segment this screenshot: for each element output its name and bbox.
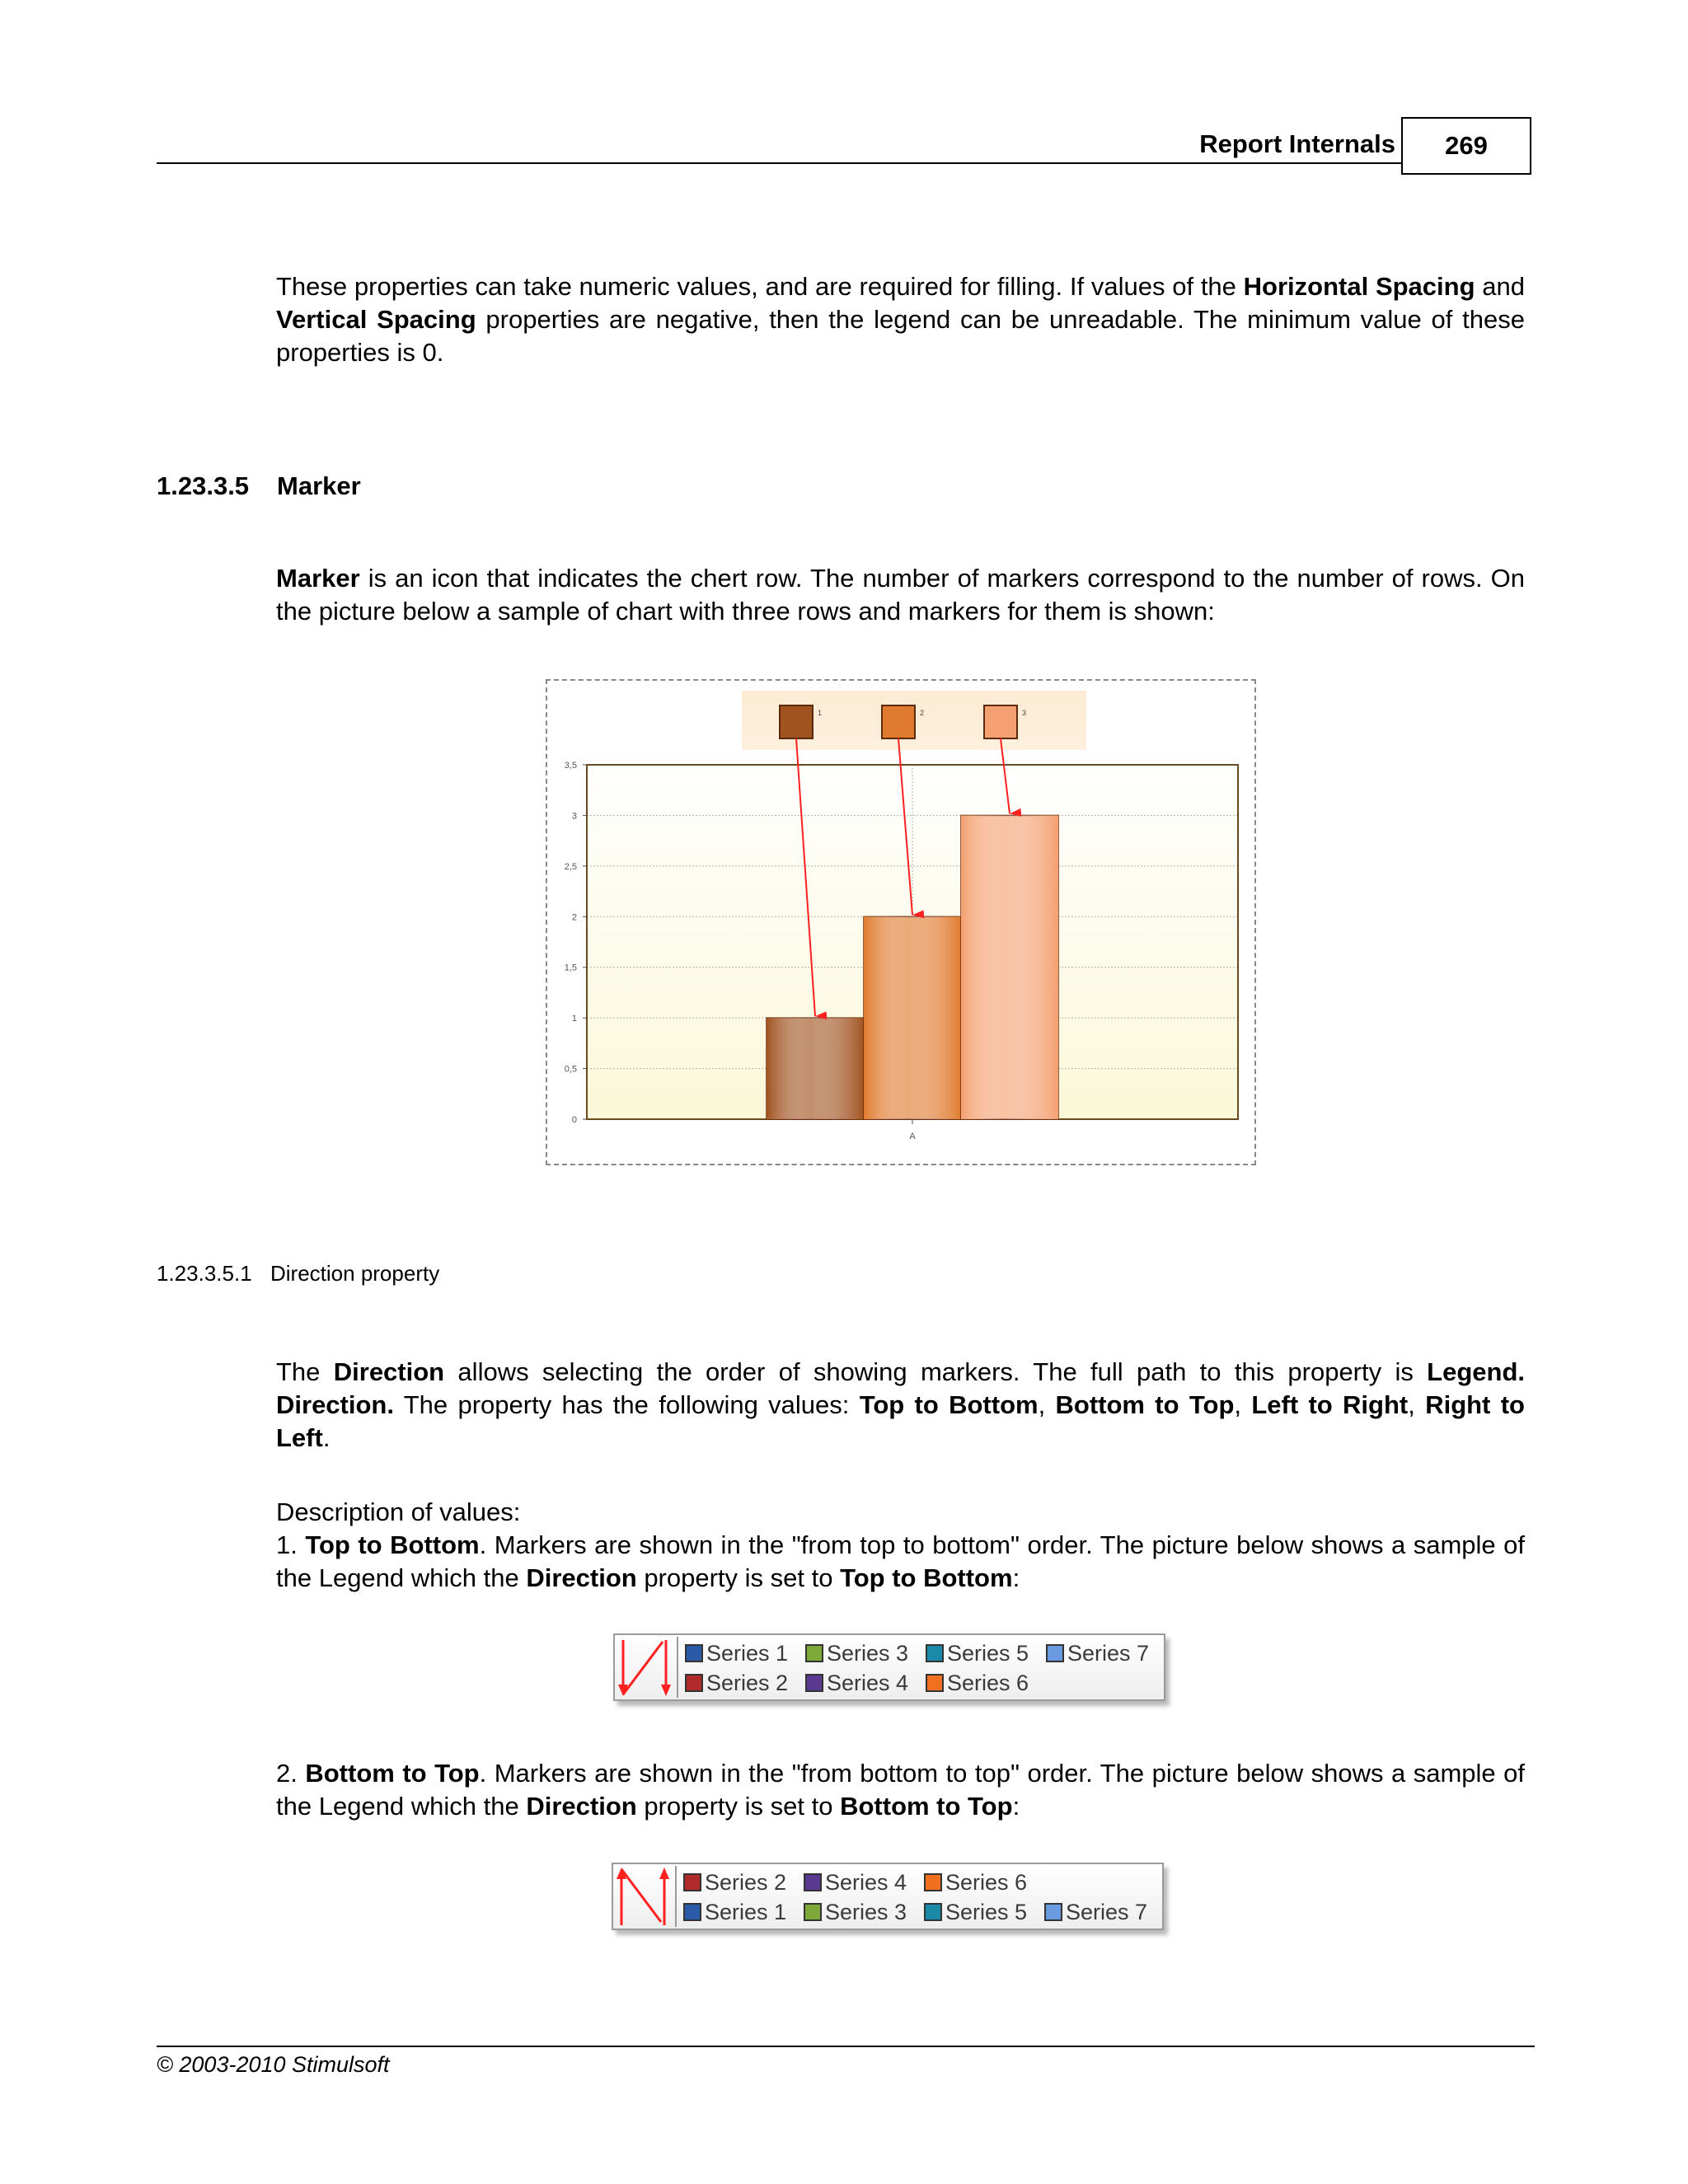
page-number: 269 xyxy=(1401,117,1531,175)
legend-item xyxy=(926,1670,1046,1696)
legend-label: 1 xyxy=(818,709,823,717)
direction-arrows-icon xyxy=(615,1635,681,1699)
legend-item xyxy=(685,1670,805,1696)
legend-item xyxy=(685,1640,805,1666)
y-tick-label: 2,5 xyxy=(564,861,577,872)
legend-item-label: Series 1 xyxy=(706,1640,789,1666)
description-label: Description of values: xyxy=(276,1497,521,1526)
bar-highlight xyxy=(864,916,961,1119)
legend-item-label: Series 4 xyxy=(825,1869,907,1895)
legend-item xyxy=(804,1869,924,1896)
legend-item xyxy=(1044,1869,1165,1896)
legend-item-label: Series 5 xyxy=(947,1640,1029,1666)
legend-marker-icon xyxy=(804,1873,822,1891)
footer-rule xyxy=(157,2046,1535,2047)
x-tick-label: A xyxy=(909,1132,916,1141)
legend-item-label: Series 1 xyxy=(705,1899,787,1924)
legend-item xyxy=(805,1640,926,1666)
legend-item xyxy=(1044,1899,1165,1925)
y-tick-label: 0,5 xyxy=(564,1064,577,1075)
legend-item-label: Series 7 xyxy=(1067,1640,1150,1666)
legend-marker-icon xyxy=(685,1644,703,1662)
y-tick-label: 3,5 xyxy=(564,761,577,771)
legend-marker xyxy=(984,705,1017,738)
legend-marker-icon xyxy=(1044,1903,1062,1921)
legend-item xyxy=(1046,1670,1166,1696)
legend-item xyxy=(804,1899,924,1925)
legend-item xyxy=(683,1899,804,1925)
legend-marker-icon xyxy=(926,1674,944,1692)
legend-label: 2 xyxy=(920,709,925,717)
legend-item xyxy=(683,1869,804,1896)
legend-item xyxy=(805,1670,926,1696)
legend-marker-icon xyxy=(926,1644,944,1662)
section-heading-marker: 1.23.3.5 Marker xyxy=(157,471,361,500)
legend-sample-top-to-bottom xyxy=(613,1633,1165,1701)
legend-marker-icon xyxy=(1046,1644,1064,1662)
marker-chart-figure xyxy=(546,679,1256,1165)
y-tick-label: 3 xyxy=(571,811,577,822)
y-tick-label: 1 xyxy=(571,1014,577,1024)
legend-item xyxy=(924,1899,1044,1925)
legend-marker-icon xyxy=(924,1873,942,1891)
legend-sample-bottom-to-top xyxy=(612,1863,1164,1930)
legend-item xyxy=(1046,1640,1166,1666)
running-header-title: Report Internals xyxy=(1199,129,1395,158)
legend-item xyxy=(924,1869,1044,1896)
legend-marker xyxy=(780,705,813,738)
direction-arrows-icon xyxy=(613,1864,679,1929)
legend-item-label: Series 3 xyxy=(827,1640,909,1666)
intro-paragraph: These properties can take numeric values, and are required for filling. If values of the Horizontal Spacing and Vertical Spacing properties are negative, then the legend can be unreadable. The minimum value of these properties is 0. xyxy=(276,272,1525,367)
footer-copyright: © 2003-2010 Stimulsoft xyxy=(157,2052,390,2077)
y-tick-label: 1,5 xyxy=(564,963,577,973)
legend-item-label: Series 2 xyxy=(706,1670,789,1695)
legend-marker-icon xyxy=(683,1903,701,1921)
marker-paragraph: Marker is an icon that indicates the chert row. The number of markers correspond to the number of rows. On the picture below a sample of chart with three rows and markers for them is shown: xyxy=(276,564,1525,626)
description-item-top-to-bottom: 1. Top to Bottom. Markers are shown in the "from top to bottom" order. The picture below shows a sample of the Legend which the Direction property is set to Top to Bottom: xyxy=(276,1530,1525,1592)
legend-marker-icon xyxy=(924,1903,942,1921)
subsection-heading-direction: 1.23.3.5.1 Direction property xyxy=(157,1261,440,1286)
legend-marker-icon xyxy=(685,1674,703,1692)
legend-item-label: Series 3 xyxy=(825,1899,907,1924)
legend-marker-icon xyxy=(805,1644,823,1662)
legend-item-label: Series 2 xyxy=(705,1869,787,1895)
legend-marker xyxy=(882,705,915,738)
bar-highlight xyxy=(961,815,1058,1119)
direction-paragraph: The Direction allows selecting the order of showing markers. The full path to this property is Legend. Direction. The property has the following values: Top to Bottom, Bottom to Top, Left to Right, Right to Left. xyxy=(276,1357,1526,1452)
bar-highlight xyxy=(767,1018,864,1119)
legend-marker-icon xyxy=(805,1674,823,1692)
description-item-bottom-to-top: 2. Bottom to Top. Markers are shown in the "from bottom to top" order. The picture below shows a sample of the Legend which the Direction property is set to Bottom to Top: xyxy=(276,1759,1525,1821)
legend-marker-icon xyxy=(683,1873,701,1891)
legend-item xyxy=(926,1640,1046,1666)
legend-item-label: Series 7 xyxy=(1066,1899,1148,1924)
bar-chart xyxy=(547,681,1254,1164)
legend-item-label: Series 6 xyxy=(945,1869,1028,1895)
legend-items xyxy=(685,1640,1166,1696)
legend-item-label: Series 4 xyxy=(827,1670,909,1695)
legend-marker-icon xyxy=(804,1903,822,1921)
y-tick-label: 0 xyxy=(571,1115,577,1125)
header-rule xyxy=(157,162,1401,164)
y-tick-label: 2 xyxy=(571,912,577,923)
legend-items xyxy=(683,1869,1165,1925)
legend-item-label: Series 5 xyxy=(945,1899,1028,1924)
legend-label: 3 xyxy=(1022,709,1027,717)
legend-item-label: Series 6 xyxy=(947,1670,1029,1695)
